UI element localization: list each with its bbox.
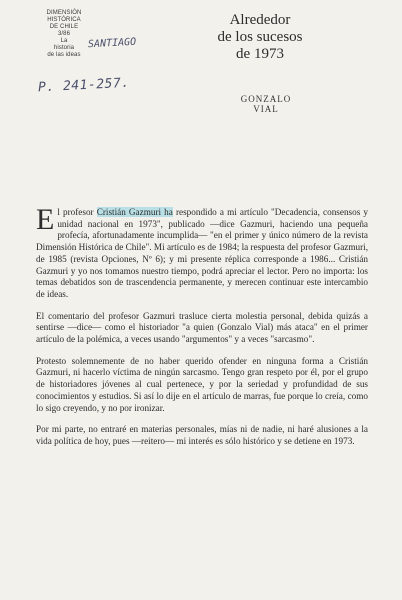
paragraph-text: l profesor: [57, 207, 97, 217]
paragraph-text: respondido a mi artículo "Decadencia, consensos y unidad nacional en 1973", publicado —dice Gazmuri, haciendo una pequeña profecía, afortunadamente incumplida— "en el primer y único número de la revista Dimensión Histórica de Chile". Mi artículo es de 1984; la respuesta del profesor Gazmuri, de 1985 (revista Opciones, Nº 6); y mi presente réplica corresponde a 1986... Cristián Gazmuri y yo nos tomamos nuestro tiempo, podrá apreciar el lector. Pero no importa: los temas debatidos son de trascendencia permanente, y merecen continuar este intercambio de ideas.: [36, 207, 368, 299]
stamp-line: DIMENSIÓN: [46, 10, 82, 16]
article-body: [36, 203, 368, 458]
stamp-line: historia: [53, 45, 75, 51]
drop-cap: E: [36, 203, 55, 236]
stamp-line: HISTÓRICA: [47, 17, 81, 23]
article-title: [200, 12, 320, 63]
stamp-line: de las ideas: [47, 52, 81, 58]
paragraph: Protesto solemnemente de no haber querido ofender en ninguna forma a Cristián Gazmuri, ni hacerlo víctima de ningún sarcasmo. Tengo gran respeto por él, por el grupo de historiadores jóvenes al cual pertenece, y por la seriedad y profundidad de sus conocimientos y estudios. Si así lo dije en el artículo de marras, fue porque lo creía, como lo sigo creyendo, y no por ironizar.: [36, 355, 368, 413]
stamp-line: 3/86: [57, 31, 71, 37]
journal-stamp: [40, 10, 88, 59]
article-author: GONZALO VIAL: [240, 94, 292, 114]
title-line: Alrededor: [229, 12, 291, 28]
title-line: de 1973: [236, 46, 284, 62]
stamp-line: DE CHILE: [49, 24, 79, 30]
stamp-line: La: [60, 38, 68, 44]
handwritten-page-range: P. 241-257.: [37, 75, 130, 96]
title-line: de los sucesos: [217, 29, 303, 45]
paragraph: [36, 203, 368, 301]
paragraph: Por mi parte, no entraré en materias personales, mías ni de nadie, ni haré alusiones a la vida política de hoy, pues —reitero— mi interés es sólo histórico y se detiene en 1973.: [36, 424, 368, 446]
highlighted-text: Cristián Gazmuri ha: [96, 207, 173, 217]
handwritten-city: SANTIAGO: [87, 36, 137, 51]
paragraph: El comentario del profesor Gazmuri trasluce cierta molestia personal, debida quizás a sentirse —dice— como el historiador "a quien (Gonzalo Vial) más ataca" en el primer artículo de la polémica, a veces usando "argumentos" y a veces "sarcasmo".: [36, 310, 368, 345]
